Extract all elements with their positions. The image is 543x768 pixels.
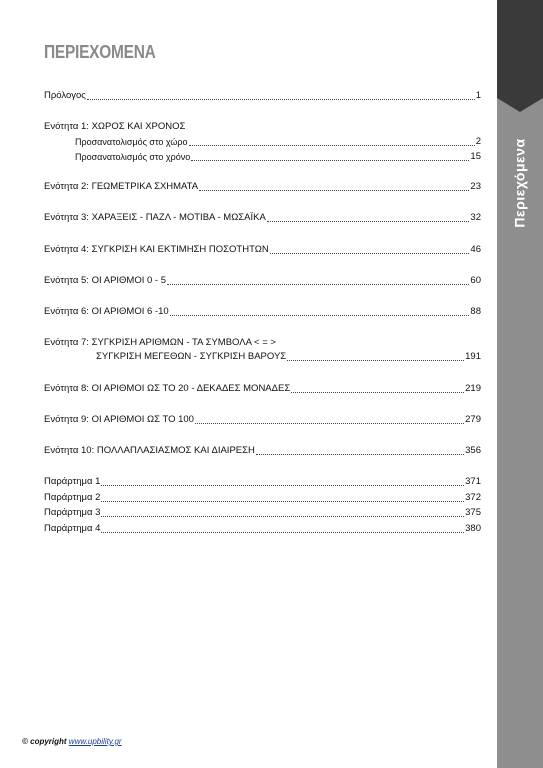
toc-leader-dots	[189, 144, 475, 146]
toc-entry-page: 371	[465, 476, 481, 487]
toc-entry-page: 15	[470, 151, 481, 162]
toc-entry-page: 279	[465, 414, 481, 425]
toc-entry-page: 219	[465, 383, 481, 394]
toc-leader-dots	[270, 252, 470, 254]
toc-entry-unit-6	[44, 306, 481, 318]
toc-entry-page: 1	[475, 90, 481, 101]
side-tab	[497, 0, 543, 768]
toc-entry-label: Ενότητα 4: ΣΥΓΚΡΙΣΗ ΚΑΙ ΕΚΤΙΜΗΣΗ ΠΟΣΟΤΗΤΩΝ	[44, 244, 269, 255]
toc-entry-label: Προσανατολισμός στο χρόνο	[75, 152, 191, 162]
website-link[interactable]: www.upbility.gr	[68, 737, 122, 746]
toc-entry-page: 88	[470, 306, 481, 317]
toc-leader-dots	[195, 422, 464, 424]
toc-entry-page: 46	[470, 244, 481, 255]
toc-entry-page: 191	[465, 351, 481, 362]
toc-entry-label: Ενότητα 3: ΧΑΡΑΞΕΙΣ - ΠΑΖΛ - ΜΟΤΙΒΑ - ΜΩΣΑΪΚΑ	[44, 212, 266, 223]
toc-leader-dots	[191, 159, 469, 161]
toc-leader-dots	[101, 500, 464, 502]
side-tab-notch	[497, 98, 543, 112]
toc-leader-dots	[291, 391, 464, 393]
toc-entry-page: 32	[470, 212, 481, 223]
toc-entry-appendix-1	[44, 476, 481, 488]
toc-entry-page: 372	[465, 492, 481, 503]
toc-entry-unit-4	[44, 244, 481, 256]
side-tab-label-wrap	[505, 128, 535, 238]
toc-entry-unit-10	[44, 445, 481, 457]
toc-entry-label: Παράρτημα 1	[44, 476, 101, 487]
toc-leader-dots	[101, 531, 464, 533]
toc-entry-time-orientation	[75, 151, 481, 163]
toc-entry-prologue	[44, 90, 481, 102]
toc-entry-space-orientation	[75, 136, 481, 148]
toc-entry-unit-3	[44, 212, 481, 224]
toc-entry-label: Ενότητα 5: ΟΙ ΑΡΙΘΜΟΙ 0 - 5	[44, 275, 167, 286]
side-tab-label: Περιεχόμενα	[512, 138, 529, 228]
toc-entry-unit-9	[44, 414, 481, 426]
toc-entry-label: Παράρτημα 4	[44, 523, 101, 534]
toc-entry-label: Προσανατολισμός στο χώρο	[75, 137, 188, 147]
toc-entry-page: 23	[470, 181, 481, 192]
toc-entry-label: Ενότητα 9: ΟΙ ΑΡΙΘΜΟΙ ΩΣ ΤΟ 100	[44, 414, 194, 425]
copyright-footer	[22, 737, 122, 746]
toc-entry-label: Ενότητα 6: ΟΙ ΑΡΙΘΜΟΙ 6 -10	[44, 306, 169, 317]
toc-entry-label: Ενότητα 2: ΓΕΩΜΕΤΡΙΚΑ ΣΧΗΜΑΤΑ	[44, 181, 199, 192]
copyright-text: © copyright	[22, 737, 67, 746]
toc-leader-dots	[101, 484, 464, 486]
toc-heading-unit-1: Ενότητα 1: ΧΩΡΟΣ ΚΑΙ ΧΡΟΝΟΣ	[44, 121, 186, 132]
toc-leader-dots	[267, 220, 470, 222]
toc-entry-label: Παράρτημα 3	[44, 507, 101, 518]
toc-entry-page: 2	[475, 136, 481, 147]
toc-entry-page: 375	[465, 507, 481, 518]
toc-leader-dots	[199, 189, 469, 191]
toc-leader-dots	[167, 283, 469, 285]
toc-entry-appendix-4	[44, 523, 481, 535]
toc-entry-appendix-3	[44, 507, 481, 519]
toc-leader-dots	[101, 515, 464, 517]
toc-leader-dots	[287, 359, 464, 361]
toc-entry-unit-7-continued	[96, 351, 481, 363]
toc-entry-page: 60	[470, 275, 481, 286]
toc-entry-page: 356	[465, 445, 481, 456]
toc-entry-page: 380	[465, 523, 481, 534]
toc-heading-unit-7: Ενότητα 7: ΣΥΓΚΡΙΣΗ ΑΡΙΘΜΩΝ - ΤΑ ΣΥΜΒΟΛΑ < = >	[44, 337, 276, 348]
toc-entry-unit-8	[44, 383, 481, 395]
toc-entry-appendix-2	[44, 492, 481, 504]
toc-entry-unit-2	[44, 181, 481, 193]
toc-entry-label: Ενότητα 10: ΠΟΛΛΑΠΛΑΣΙΑΣΜΟΣ ΚΑΙ ΔΙΑΙΡΕΣΗ	[44, 445, 255, 456]
toc-entry-unit-5	[44, 275, 481, 287]
toc-leader-dots	[256, 453, 464, 455]
toc-entry-label: Πρόλογος	[44, 90, 86, 101]
toc-entry-label: Παράρτημα 2	[44, 492, 101, 503]
toc-entry-label: Ενότητα 8: ΟΙ ΑΡΙΘΜΟΙ ΩΣ ΤΟ 20 - ΔΕΚΑΔΕΣ ΜΟΝΑΔΕΣ	[44, 383, 291, 394]
side-tab-dark-block	[497, 0, 543, 98]
toc-leader-dots	[87, 98, 475, 100]
page-title: ΠΕΡΙΕΧΟΜΕΝΑ	[44, 42, 156, 62]
toc-entry-label: ΣΥΓΚΡΙΣΗ ΜΕΓΕΘΩΝ - ΣΥΓΚΡΙΣΗ ΒΑΡΟΥΣ	[96, 351, 287, 362]
toc-leader-dots	[170, 314, 470, 316]
